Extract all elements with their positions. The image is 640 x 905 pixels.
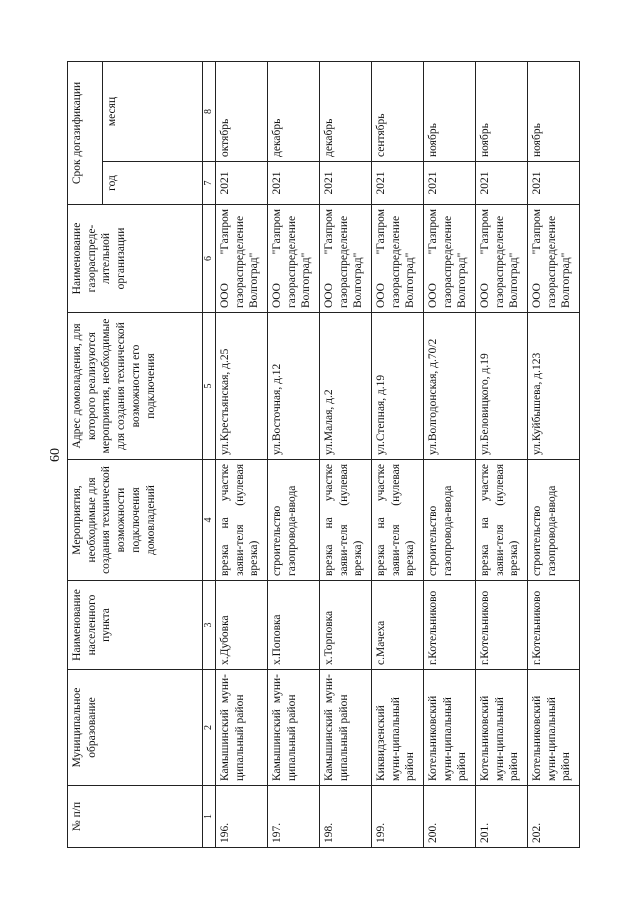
table-row xyxy=(372,62,424,848)
address-cell: ул.Степная, д.19 xyxy=(372,313,424,460)
table-row xyxy=(268,62,320,848)
measure-cell: строительство газопровода-ввода xyxy=(424,460,476,581)
row-number: 199. xyxy=(372,786,424,848)
row-number: 201. xyxy=(476,786,528,848)
organization-cell: ООО "Газпром газораспределение Волгоград" xyxy=(268,205,320,313)
address-cell: ул.Волгодонская, д.70/2 xyxy=(424,313,476,460)
page-number: 60 xyxy=(48,448,63,462)
locality-cell: г.Котельниково xyxy=(476,581,528,670)
organization-cell: ООО "Газпром газораспределение Волгоград" xyxy=(424,205,476,313)
row-number: 196. xyxy=(216,786,268,848)
locality-cell: х.Дубовка xyxy=(216,581,268,670)
locality-cell: с.Мачеха xyxy=(372,581,424,670)
column-number: 8 xyxy=(203,62,216,162)
row-number: 202. xyxy=(528,786,580,848)
locality-cell: х.Торповка xyxy=(320,581,372,670)
measure-cell: строительство газопровода-ввода xyxy=(528,460,580,581)
table-row xyxy=(476,62,528,848)
measure-cell: врезка на участке заяви-теля (нулевая врезка) xyxy=(372,460,424,581)
column-number: 1 xyxy=(203,786,216,848)
year-cell: 2021 xyxy=(216,162,268,205)
header-organization: Наименование газораспреде-лительной организации xyxy=(68,205,203,313)
month-cell: ноябрь xyxy=(528,62,580,162)
column-number: 7 xyxy=(203,162,216,205)
municipality-cell: Камышинский муни-ципальный район xyxy=(268,670,320,786)
month-cell: декабрь xyxy=(268,62,320,162)
measure-cell: строительство газопровода-ввода xyxy=(268,460,320,581)
organization-cell: ООО "Газпром газораспределение Волгоград" xyxy=(372,205,424,313)
header-locality: Наименование населенного пункта xyxy=(68,581,203,670)
column-number: 2 xyxy=(203,670,216,786)
table-row xyxy=(424,62,476,848)
year-cell: 2021 xyxy=(424,162,476,205)
municipality-cell: Котельниковский муни-ципальный район xyxy=(528,670,580,786)
row-number: 200. xyxy=(424,786,476,848)
header-year: год xyxy=(103,162,203,205)
address-cell: ул.Куйбышева, д.123 xyxy=(528,313,580,460)
municipality-cell: Камышинский муни-ципальный район xyxy=(320,670,372,786)
rotated-table-wrapper xyxy=(67,62,571,848)
month-cell: ноябрь xyxy=(476,62,528,162)
year-cell: 2021 xyxy=(268,162,320,205)
table-row xyxy=(216,62,268,848)
header-number: № п/п xyxy=(68,786,203,848)
column-number-row xyxy=(203,62,216,848)
header-measures: Мероприятия, необходимые для создания технической возможности подключения домовладений xyxy=(68,460,203,581)
header-address: Адрес домовладения, для которого реализуются мероприятия, необходимые для создания технической возможности его подключения xyxy=(68,313,203,460)
address-cell: ул.Крестьянская, д.25 xyxy=(216,313,268,460)
municipality-cell: Киквидзенский муни-ципальный район xyxy=(372,670,424,786)
year-cell: 2021 xyxy=(320,162,372,205)
municipality-cell: Котельниковский муни-ципальный район xyxy=(424,670,476,786)
month-cell: декабрь xyxy=(320,62,372,162)
row-number: 198. xyxy=(320,786,372,848)
gasification-table xyxy=(67,61,580,848)
measure-cell: врезка на участке заяви-теля (нулевая врезка) xyxy=(320,460,372,581)
header-row xyxy=(68,62,103,848)
organization-cell: ООО "Газпром газораспределение Волгоград" xyxy=(528,205,580,313)
measure-cell: врезка на участке заяви-теля (нулевая врезка) xyxy=(216,460,268,581)
address-cell: ул.Беловицкого, д.19 xyxy=(476,313,528,460)
locality-cell: х.Поповка xyxy=(268,581,320,670)
header-deadline: Срок догазификации xyxy=(68,62,103,205)
month-cell: сентябрь xyxy=(372,62,424,162)
address-cell: ул.Восточная, д.12 xyxy=(268,313,320,460)
locality-cell: г.Котельниково xyxy=(424,581,476,670)
column-number: 6 xyxy=(203,205,216,313)
municipality-cell: Котельниковский муни-ципальный район xyxy=(476,670,528,786)
address-cell: ул.Малая, д.2 xyxy=(320,313,372,460)
measure-cell: врезка на участке заяви-теля (нулевая врезка) xyxy=(476,460,528,581)
month-cell: октябрь xyxy=(216,62,268,162)
table-row xyxy=(528,62,580,848)
header-month: месяц xyxy=(103,62,203,162)
column-number: 3 xyxy=(203,581,216,670)
year-cell: 2021 xyxy=(476,162,528,205)
year-cell: 2021 xyxy=(372,162,424,205)
locality-cell: г.Котельниково xyxy=(528,581,580,670)
month-cell: ноябрь xyxy=(424,62,476,162)
organization-cell: ООО "Газпром газораспределение Волгоград" xyxy=(216,205,268,313)
table-row xyxy=(320,62,372,848)
column-number: 5 xyxy=(203,313,216,460)
header-municipality: Муниципальное образование xyxy=(68,670,203,786)
column-number: 4 xyxy=(203,460,216,581)
year-cell: 2021 xyxy=(528,162,580,205)
organization-cell: ООО "Газпром газораспределение Волгоград" xyxy=(476,205,528,313)
row-number: 197. xyxy=(268,786,320,848)
municipality-cell: Камышинский муни-ципальный район xyxy=(216,670,268,786)
organization-cell: ООО "Газпром газораспределение Волгоград" xyxy=(320,205,372,313)
